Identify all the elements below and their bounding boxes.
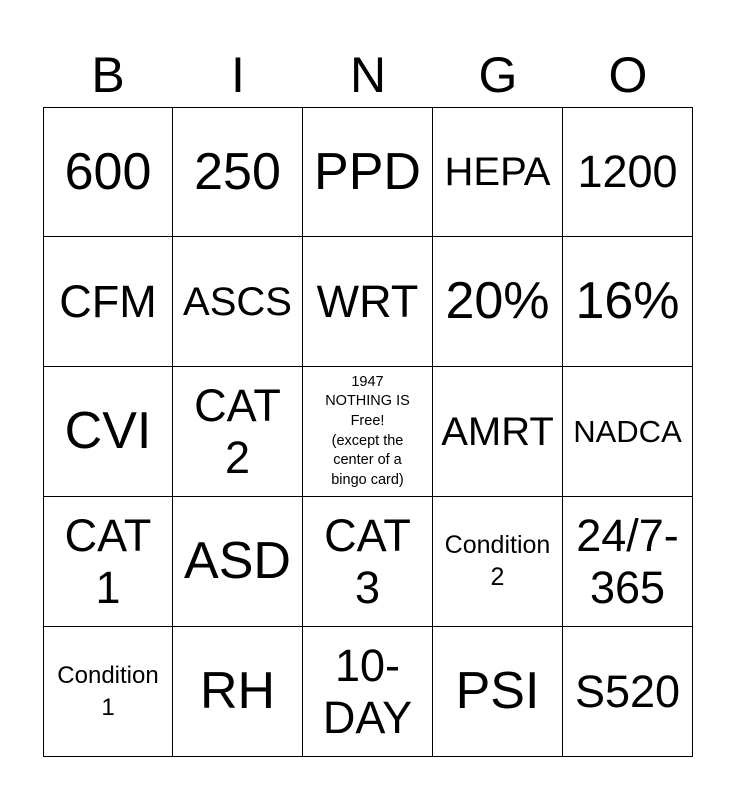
header-letter-n: N [349,47,387,103]
cell-text: 24/7- 365 [576,510,679,613]
bingo-cell-r2-c0[interactable] [43,367,173,497]
cell-text: 600 [64,142,152,201]
bingo-board [43,107,693,757]
bingo-cell-r2-c1[interactable] [173,367,303,497]
bingo-cell-r1-c2[interactable] [303,237,433,367]
cell-text: NADCA [573,413,682,449]
bingo-cell-r0-c4[interactable] [563,107,693,237]
free-space-text: 1947 NOTHING IS Free! (except the center of a bingo card) [325,373,410,488]
bingo-cell-r4-c1[interactable] [173,627,303,757]
header-letter-b: B [91,47,125,103]
cell-text: 250 [194,142,281,201]
cell-text: CFM [59,275,157,327]
bingo-cell-r3-c2[interactable] [303,497,433,627]
bingo-cell-r0-c2[interactable] [303,107,433,237]
cell-text: AMRT [441,409,554,454]
bingo-cell-r2-c2-free[interactable] [303,367,433,497]
bingo-cell-r1-c4[interactable] [563,237,693,367]
bingo-cell-r0-c3[interactable] [433,107,563,237]
bingo-cell-r4-c3[interactable] [433,627,563,757]
cell-text: 1200 [577,146,678,198]
cell-text: CAT 2 [194,380,281,483]
bingo-cell-r3-c4[interactable] [563,497,693,627]
cell-text: PSI [455,662,540,721]
cell-text: 20% [445,272,550,331]
header-letter-o: O [608,47,648,103]
cell-text: S520 [574,665,681,717]
bingo-cell-r3-c0[interactable] [43,497,173,627]
cell-text: 16% [575,272,680,331]
cell-text: ASCS [183,279,292,324]
cell-text: PPD [314,142,421,201]
cell-text: 10- DAY [322,640,413,743]
bingo-cell-r4-c0[interactable] [43,627,173,757]
bingo-cell-r4-c4[interactable] [563,627,693,757]
bingo-cell-r0-c1[interactable] [173,107,303,237]
cell-text: Condition 2 [444,531,551,591]
cell-text: CAT 1 [64,510,152,613]
cell-text: CAT 3 [324,510,411,613]
header-letter-g: G [478,47,518,103]
bingo-cell-r0-c0[interactable] [43,107,173,237]
bingo-cell-r2-c4[interactable] [563,367,693,497]
bingo-cell-r1-c0[interactable] [43,237,173,367]
bingo-cell-r4-c2[interactable] [303,627,433,757]
header-letter-i: I [231,47,245,103]
cell-text: HEPA [444,150,551,194]
cell-text: Condition 1 [57,662,159,721]
cell-text: RH [199,662,276,721]
cell-text: WRT [316,275,419,327]
bingo-header [43,44,693,106]
bingo-cell-r3-c3[interactable] [433,497,563,627]
bingo-cell-r2-c3[interactable] [433,367,563,497]
bingo-cell-r1-c3[interactable] [433,237,563,367]
cell-text: CVI [64,402,152,461]
bingo-cell-r3-c1[interactable] [173,497,303,627]
bingo-cell-r1-c1[interactable] [173,237,303,367]
cell-text: ASD [184,532,291,591]
